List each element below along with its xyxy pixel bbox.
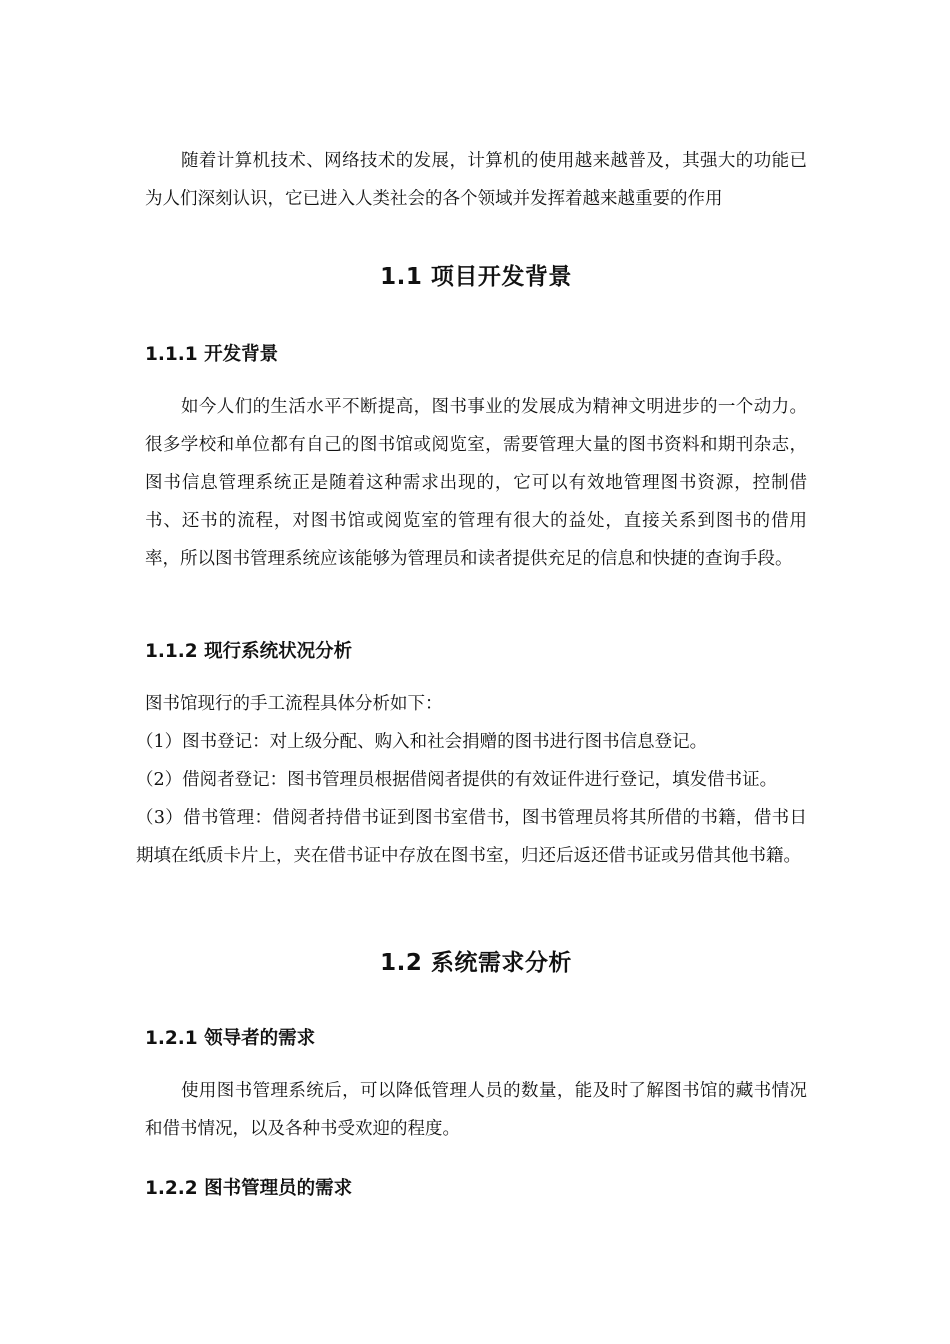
subsection-1-2-1-heading: 1.2.1 领导者的需求 <box>145 1028 316 1049</box>
development-background-paragraph: 如今人们的生活水平不断提高，图书事业的发展成为精神文明进步的一个动力。很多学校和单位都有自己的图书馆或阅览室，需要管理大量的图书资料和期刊杂志，图书信息管理系统正是随着这种需求出现的，它可以有效地管理图书资源，控制借书、还书的流程，对图书馆或阅览室的管理有很大的益处，直接关系到图书的借用率，所以图书管理系统应该能够为管理员和读者提供充足的信息和快捷的查询手段。 <box>145 397 807 569</box>
intro-paragraph: 随着计算机技术、网络技术的发展，计算机的使用越来越普及，其强大的功能已为人们深刻认识，它已进入人类社会的各个领域并发挥着越来越重要的作用 <box>145 151 807 209</box>
subsection-1-1-2-heading: 1.1.2 现行系统状况分析 <box>145 641 353 662</box>
subsection-1-2-2-heading: 1.2.2 图书管理员的需求 <box>145 1178 353 1199</box>
list-item-borrower-registration: （2）借阅者登记：图书管理员根据借阅者提供的有效证件进行登记，填发借书证。 <box>136 770 778 790</box>
section-1-1-heading: 1.1 项目开发背景 <box>380 264 572 290</box>
current-system-lead: 图书馆现行的手工流程具体分析如下： <box>145 694 443 714</box>
leader-needs-paragraph: 使用图书管理系统后，可以降低管理人员的数量，能及时了解图书馆的藏书情况和借书情况，以及各种书受欢迎的程度。 <box>145 1081 807 1139</box>
list-item-borrowing-management: （3）借书管理：借阅者持借书证到图书室借书，图书管理员将其所借的书籍，借书日期填在纸质卡片上，夹在借书证中存放在图书室，归还后返还借书证或另借其他书籍。 <box>136 808 807 866</box>
section-1-2-heading: 1.2 系统需求分析 <box>380 950 572 976</box>
list-item-book-registration: （1）图书登记：对上级分配、购入和社会捐赠的图书进行图书信息登记。 <box>136 732 708 752</box>
subsection-1-1-1-heading: 1.1.1 开发背景 <box>145 344 279 365</box>
